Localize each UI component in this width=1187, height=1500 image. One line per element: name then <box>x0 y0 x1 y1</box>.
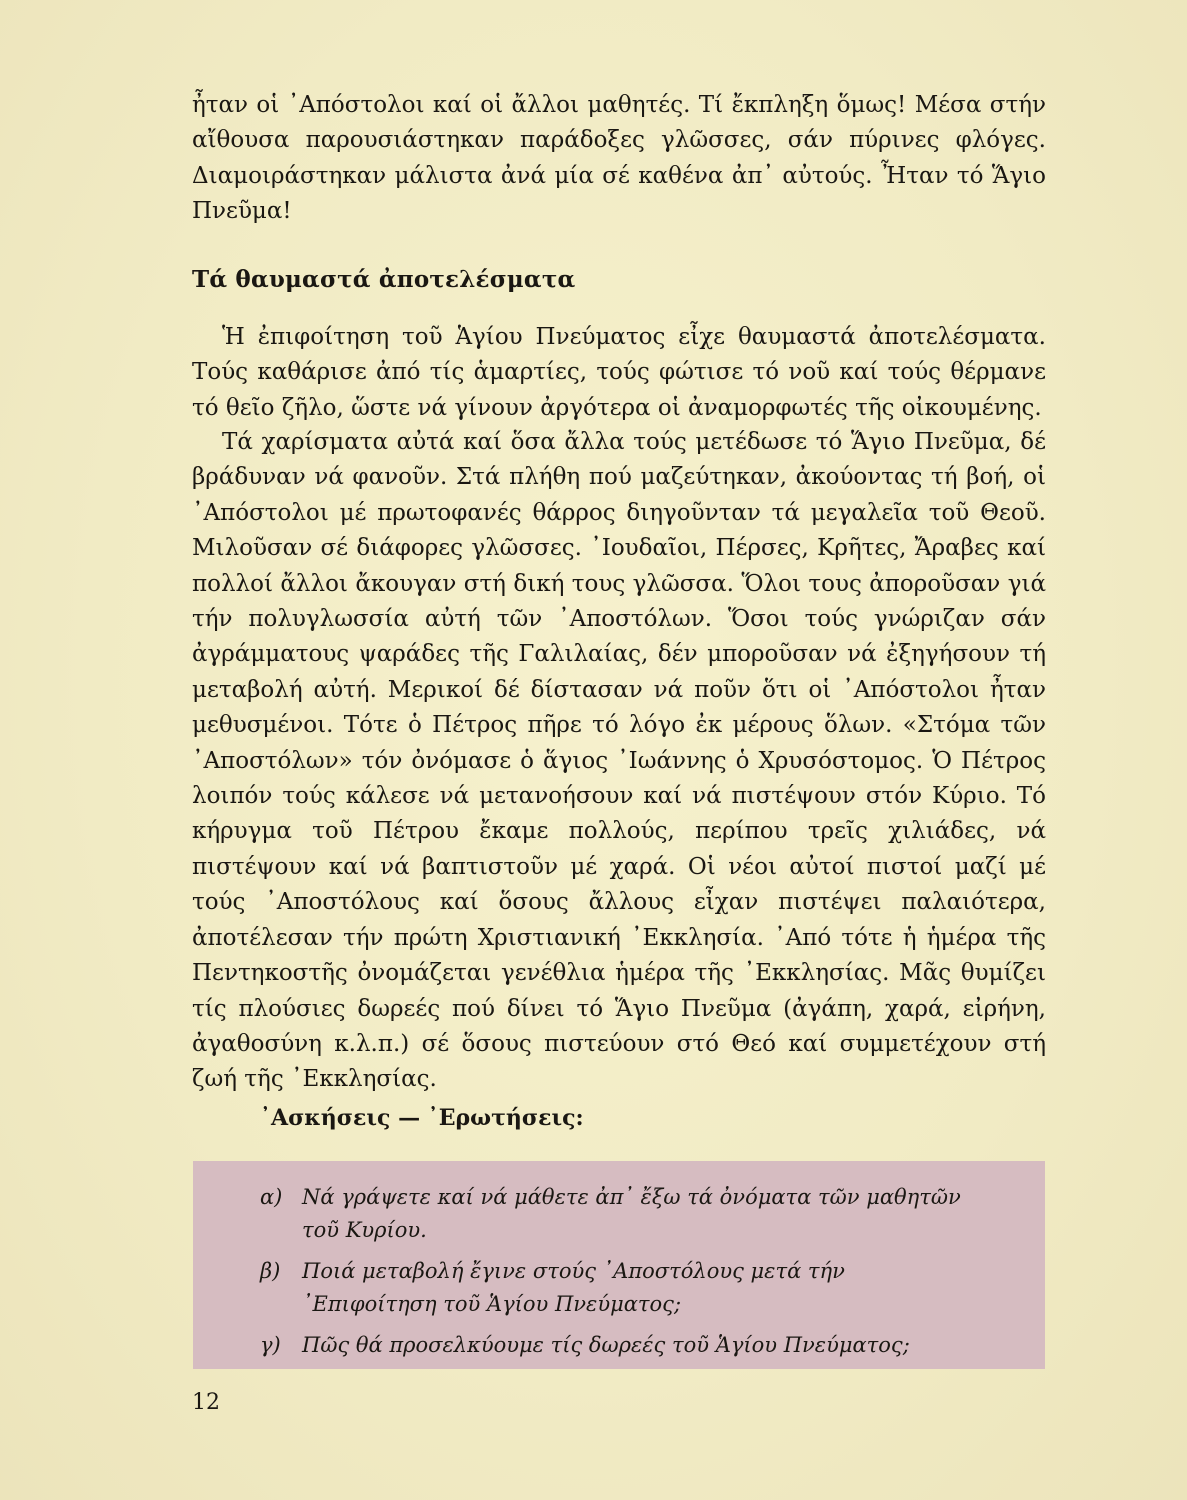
exercise-text: Ποιά μεταβολή ἔγινε στούς ᾿Αποστόλους μετά τήν ᾿Επιφοίτηση τοῦ Ἁγίου Πνεύματος; <box>302 1259 845 1316</box>
page-number: 12 <box>192 1390 220 1415</box>
exercise-marker: α) <box>260 1185 283 1209</box>
exercise-item <box>260 1181 980 1247</box>
paragraph-one: Ἡ ἐπιφοίτηση τοῦ Ἁγίου Πνεύματος εἶχε θαυμαστά ἀποτελέσματα. Τούς καθάρισε ἀπό τίς ἁμαρτίες, τούς φώτισε τό νοῦ καί τούς θέρμανε τό θεῖο ζῆλο, ὥστε νά γίνουν ἀργότερα οἱ ἀναμορφωτές τῆς οἰκουμένης. <box>192 324 1046 421</box>
exercise-box <box>193 1161 1045 1369</box>
section-heading: Τά θαυμαστά ἀποτελέσματα <box>192 266 576 293</box>
exercise-marker: γ) <box>260 1333 281 1357</box>
exercise-item <box>260 1329 980 1362</box>
exercise-item <box>260 1255 980 1321</box>
exercise-list <box>260 1181 980 1370</box>
exercises-heading: ᾿Ασκήσεις — ᾿Ερωτήσεις: <box>260 1105 584 1131</box>
exercise-text: Πῶς θά προσελκύουμε τίς δωρεές τοῦ Ἁγίου Πνεύματος; <box>302 1333 910 1357</box>
intro-paragraph: ἦταν οἱ ᾿Απόστολοι καί οἱ ἄλλοι μαθητές. Τί ἔκπληξη ὅμως! Μέσα στήν αἴθουσα παρουσιάστηκαν παράδοξες γλῶσσες, σάν πύρινες φλόγες. Διαμοιράστηκαν μάλιστα ἀνά μία σέ καθένα ἀπ᾿ αὐτούς. Ἦταν τό Ἅγιο Πνεῦμα! <box>192 92 1046 225</box>
exercise-text: Νά γράψετε καί νά μάθετε ἀπ᾿ ἔξω τά ὀνόματα τῶν μαθητῶν τοῦ Κυρίου. <box>302 1185 961 1242</box>
paragraph-two: Τά χαρίσματα αὐτά καί ὅσα ἄλλα τούς μετέδωσε τό Ἅγιο Πνεῦμα, δέ βράδυναν νά φανοῦν. Στά πλήθη πού μαζεύτηκαν, ἀκούοντας τή βοή, οἱ ᾿Απόστολοι μέ πρωτοφανές θάρρος διηγοῦνταν τά μεγαλεῖα τοῦ Θεοῦ. Μιλοῦσαν σέ διάφορες γλῶσσες. ᾿Ιουδαῖοι, Πέρσες, Κρῆτες, Ἄραβες καί πολλοί ἄλλοι ἄκουγαν στή δική τους γλῶσσα. Ὅλοι τους ἀποροῦσαν γιά τήν πολυγλωσσία αὐτή τῶν ᾿Αποστόλων. Ὅσοι τούς γνώριζαν σάν ἀγράμματους ψαράδες τῆς Γαλιλαίας, δέν μποροῦσαν νά ἐξηγήσουν τή μεταβολή αὐτή. Μερικοί δέ δίστασαν νά ποῦν ὅτι οἱ ᾿Απόστολοι ἦταν μεθυσμένοι. Τότε ὁ Πέτρος πῆρε τό λόγο ἐκ μέρους ὅλων. «Στόμα τῶν ᾿Αποστόλων» τόν ὀνόμασε ὁ ἅγιος ᾿Ιωάννης ὁ Χρυσόστομος. Ὁ Πέτρος λοιπόν τούς κάλεσε νά μετανοήσουν καί νά πιστέψουν στόν Κύριο. Τό κήρυγμα τοῦ Πέτρου ἔκαμε πολλούς, περίπου τρεῖς χιλιάδες, νά πιστέψουν καί νά βαπτιστοῦν μέ χαρά. Οἱ νέοι αὐτοί πιστοί μαζί μέ τούς ᾿Αποστόλους καί ὅσους ἄλλους εἶχαν πιστέψει παλαιότερα, ἀποτέλεσαν τήν πρώτη Χριστιανική ᾿Εκκλησία. ᾿Από τότε ἡ ἡμέρα τῆς Πεντηκοστῆς ὀνομάζεται γενέθλια ἡμέρα τῆς ᾿Εκκλησίας. Μᾶς θυμίζει τίς πλούσιες δωρεές πού δίνει τό Ἅγιο Πνεῦμα (ἀγάπη, χαρά, εἰρήνη, ἀγαθοσύνη κ.λ.π.) σέ ὅσους πιστεύουν στό Θεό καί συμμετέχουν στή ζωή τῆς ᾿Εκκλησίας. <box>192 429 1046 1093</box>
exercise-marker: β) <box>260 1259 281 1283</box>
